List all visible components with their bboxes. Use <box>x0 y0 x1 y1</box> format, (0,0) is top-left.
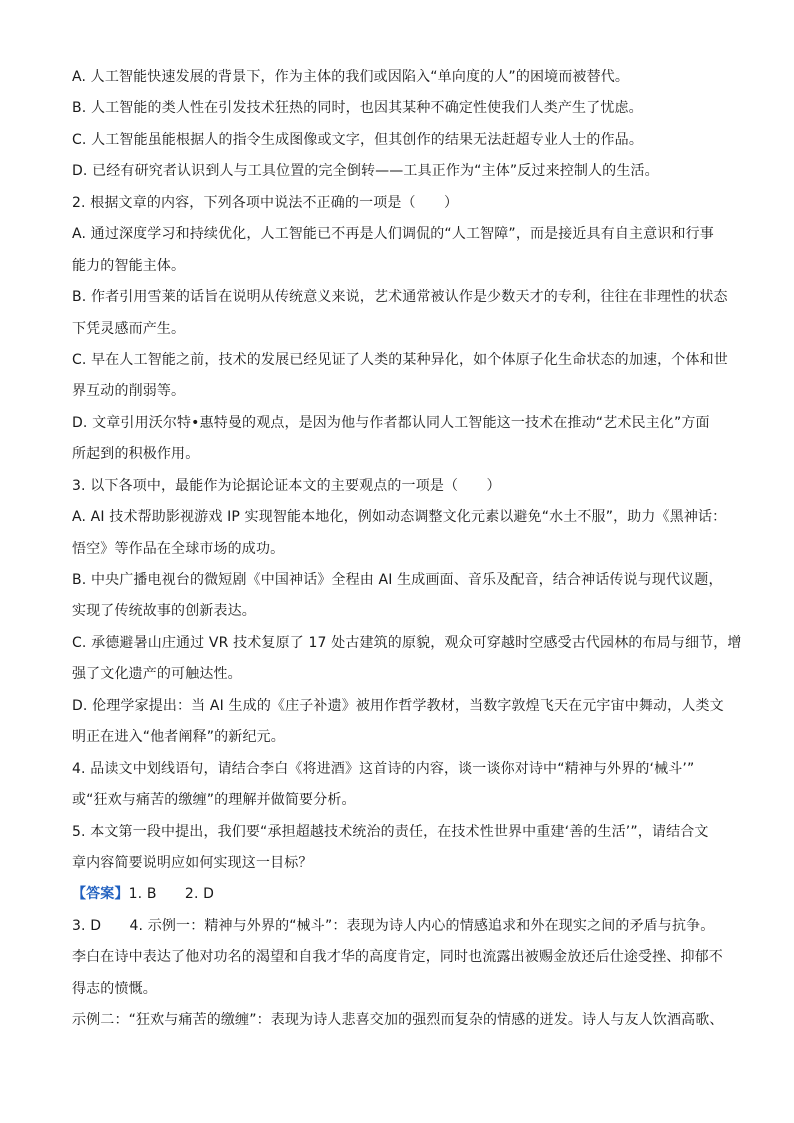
option-line: 强了文化遗产的可触达性。 <box>72 666 242 683</box>
question-4: 4. 品读文中划线语句，请结合李白《将进酒》这首诗的内容，谈一谈你对诗中“精神与外界的‘械斗’” <box>72 760 695 777</box>
answer-line: 示例二：“狂欢与痛苦的缴缠”：表现为诗人悲喜交加的强烈而复杂的情感的迸发。诗人与友人饮酒高歌、 <box>72 1012 724 1029</box>
option-line: D. 文章引用沃尔特•惠特曼的观点，是因为他与作者都认同人工智能这一技术在推动“艺术民主化”方面 <box>72 414 710 431</box>
answer-line: 李白在诗中表达了他对功名的渴望和自我才华的高度肯定，同时也流露出被赐金放还后仕途受挫、抑郁不 <box>72 949 723 966</box>
option-line: B. 中央广播电视台的微短剧《中国神话》全程由 AI 生成画面、音乐及配音，结合神话传说与现代议题， <box>72 572 723 588</box>
answer-values: 1. B 2. D <box>128 886 215 903</box>
document-page <box>72 62 742 1037</box>
answer-line <box>72 879 732 910</box>
option-line: D. 已经有研究者认识到人与工具位置的完全倒转——工具正作为“主体”反过来控制人的生活。 <box>72 163 659 180</box>
option-line: A. 人工智能快速发展的背景下，作为主体的我们或因陷入“单向度的人”的困境而被替代。 <box>72 69 630 85</box>
option-line: 明正在进入“他者阐释”的新纪元。 <box>72 729 285 746</box>
option-line: 实现了传统故事的创新表达。 <box>72 603 256 620</box>
option-line: 所起到的积极作用。 <box>72 446 200 463</box>
option-line: A. 通过深度学习和持续优化，人工智能已不再是人们调侃的“人工智障”，而是接近具有自主意识和行事 <box>72 226 714 243</box>
question-2: 2. 根据文章的内容，下列各项中说法不正确的一项是（ ） <box>72 194 459 211</box>
question-5: 5. 本文第一段中提出，我们要“承担超越技术统治的责任，在技术性世界中重建‘善的生活’”，请结合文 <box>72 823 709 840</box>
option-line: C. 早在人工智能之前，技术的发展已经见证了人类的某种异化，如个体原子化生命状态的加速，个体和世 <box>72 351 728 368</box>
option-line: B. 作者引用雪莱的话旨在说明从传统意义来说，艺术通常被认作是少数天才的专利，往往在非理性的状态 <box>72 289 728 306</box>
option-line: 能力的智能主体。 <box>72 257 186 274</box>
option-line: C. 承德避暑山庄通过 VR 技术复原了 17 处古建筑的原貌，观众可穿越时空感受古代园林的布局与细节，增 <box>72 634 742 651</box>
answer-tag: 【答案】 <box>72 886 129 903</box>
option-line: A. AI 技术帮助影视游戏 IP 实现智能本地化，例如动态调整文化元素以避免“水土不服”，助力《黑神话： <box>72 509 727 526</box>
option-line: 下凭灵感而产生。 <box>72 320 186 337</box>
option-line: B. 人工智能的类人性在引发技术狂热的同时，也因其某种不确定性使我们人类产生了忧虑。 <box>72 100 643 117</box>
question-5-cont: 章内容简要说明应如何实现这一目标？ <box>72 854 313 871</box>
option-line: D. 伦理学家提出：当 AI 生成的《庄子补遗》被用作哲学教材，当数字敦煌飞天在元宇宙中舞动，人类文 <box>72 697 724 714</box>
question-4-cont: 或“狂欢与痛苦的缴缠”的理解并做简要分析。 <box>72 792 356 809</box>
option-line: 悟空》等作品在全球市场的成功。 <box>72 540 285 557</box>
option-line: 界互动的削弱等。 <box>72 383 186 400</box>
answer-line: 3. D 4. 示例一：精神与外界的“械斗”：表现为诗人内心的情感追求和外在现实之间的矛盾与抗争。 <box>72 917 715 934</box>
question-3: 3. 以下各项中，最能作为论据论证本文的主要观点的一项是（ ） <box>72 477 501 494</box>
option-line: C. 人工智能虽能根据人的指令生成图像或文字，但其创作的结果无法赶超专业人士的作品。 <box>72 131 643 148</box>
answer-line: 得志的愤慨。 <box>72 980 157 997</box>
